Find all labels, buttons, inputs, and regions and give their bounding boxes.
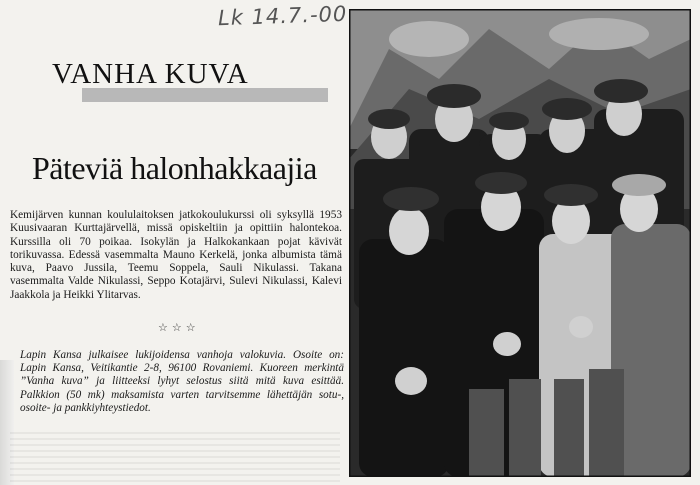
- bleed-through-texture: [10, 432, 340, 482]
- separator-stars: ☆☆☆: [158, 322, 200, 334]
- reader-photo-info: Lapin Kansa julkaisee lukijoidensa vanhoja valokuvia. Osoite on: Lapin Kansa, Veitikantie 2-8, 96100 Rovaniemi. Kuoreen merkintä ”Vanha kuva” ja liitteeksi lyhyt selostus siitä mitä kuva esittää. Palkkion (50 mk) maksamista varten tarvitsemme lähettäjän sotu-, osoite- ja pankkiyhteystiedot.: [20, 349, 344, 414]
- group-photo-drawing: [349, 9, 691, 477]
- group-photo: [349, 9, 691, 477]
- section-title: VANHA KUVA: [52, 58, 249, 90]
- article-body: Kemijärven kunnan koululaitoksen jatkokoulukurssi oli syksyllä 1953 Kuusivaaran Kurttajärvellä, missä opiskeltiin ja opittiin halontekoa. Kurssilla oli 70 poikaa. Isokylän ja Halkokankaan pojat kävivät torikuvassa. Edessä vasemmalta Mauno Kerkelä, jonka albumista tämä kuva, Paavo Jussila, Teemu Soppela, Sauli Nikulassi. Takana vasemmalta Valde Nikulassi, Seppo Kotajärvi, Sulevi Nikulassi, Kalevi Jaakkola ja Heikki Ylitarvas.: [10, 209, 342, 301]
- article-headline: Päteviä halonhakkaajia: [32, 150, 317, 186]
- handwritten-date-note: Lk 14.7.-00: [217, 1, 348, 31]
